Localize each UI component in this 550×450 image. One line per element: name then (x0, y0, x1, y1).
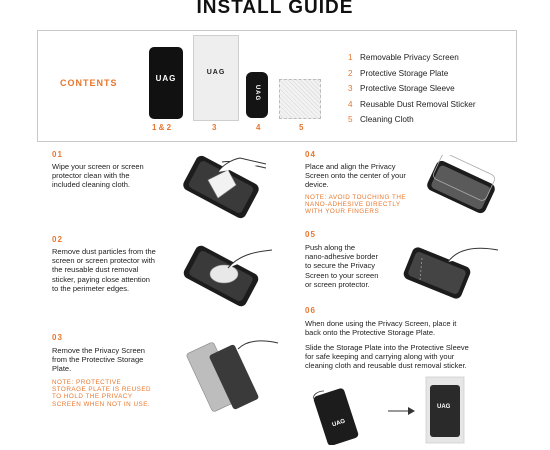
list-item: 4 Reusable Dust Removal Sticker (348, 99, 476, 109)
svg-text:UAG: UAG (437, 404, 451, 410)
arrow-right-icon (388, 405, 416, 417)
step-text: Remove dust particles from the screen or screen protector with the reusable dust removal sticker, paying close attention to the perimeter edges. (52, 247, 156, 293)
phone-icon (306, 385, 386, 445)
phone-icon (420, 375, 470, 445)
step-number: 05 (305, 230, 316, 239)
product-label: 4 (256, 123, 261, 132)
step-text: When done using the Privacy Screen, place it back onto the Protective Storage Plate. (305, 319, 457, 338)
phone-icon (180, 335, 280, 415)
product-label: 3 (212, 123, 217, 132)
step-number: 01 (52, 150, 63, 159)
step-note: NOTE: PROTECTIVE STORAGE PLATE IS REUSED TO HOLD THE PRIVACY SCREEN WHEN NOT IN USE. (52, 379, 152, 408)
step-number: 06 (305, 306, 316, 315)
step-number: 04 (305, 150, 316, 159)
step-text: Slide the Storage Plate into the Protective Sleeve for safe keeping and carrying along with your cleaning cloth and reusable dust removal sticker. (305, 343, 469, 371)
product-logo: UAG (254, 84, 260, 102)
step-note: NOTE: AVOID TOUCHING THE NANO-ADHESIVE DIRECTLY WITH YOUR FINGERS (305, 194, 407, 216)
list-item: 5 Cleaning Cloth (348, 115, 414, 124)
list-item: 2 Protective Storage Plate (348, 68, 449, 78)
phone-icon (180, 236, 275, 311)
product-logo: UAG (155, 74, 177, 83)
phone-icon (425, 155, 500, 220)
product-privacy-screen (149, 47, 183, 119)
svg-text:UAG: UAG (331, 418, 347, 429)
product-dust-sticker (246, 72, 268, 118)
list-item: 3 Protective Storage Sleeve (348, 84, 455, 93)
contents-list (348, 50, 476, 128)
page-title: INSTALL GUIDE (196, 0, 354, 18)
step-number: 03 (52, 333, 63, 342)
product-label: 1 & 2 (152, 123, 172, 132)
step-text: Remove the Privacy Screen from the Protective Storage Plate. (52, 346, 145, 374)
contents-label: CONTENTS (60, 78, 118, 88)
step-number: 02 (52, 235, 63, 244)
step-text: Push along the nano-adhesive border to secure the Privacy Screen to your screen or screen protector. (305, 243, 379, 289)
phone-icon (402, 240, 502, 308)
product-label: 5 (299, 123, 304, 132)
list-item: 1 Removable Privacy Screen (348, 53, 459, 62)
step-text: Wipe your screen or screen protector clean with the included cleaning cloth. (52, 162, 144, 190)
step-text: Place and align the Privacy Screen onto the center of your device. (305, 162, 406, 190)
product-logo: UAG (206, 69, 226, 76)
product-storage-sleeve (193, 35, 239, 121)
cloth-icon (279, 79, 321, 119)
phone-icon (178, 150, 268, 225)
